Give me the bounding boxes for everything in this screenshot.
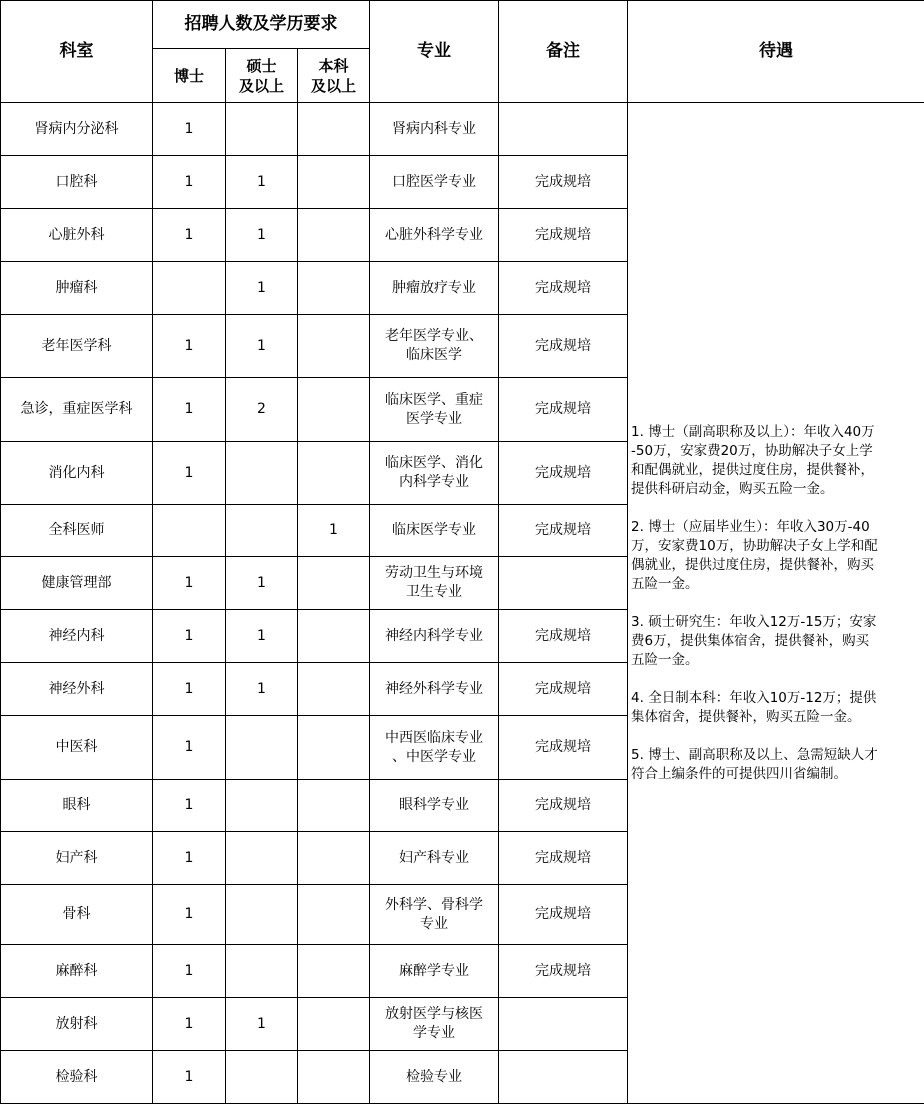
cell-major: 麻醉学专业	[370, 945, 499, 998]
cell-dept: 神经外科	[1, 663, 153, 716]
benefit-item: 5. 博士、副高职称及以上、急需短缺人才 符合上编条件的可提供四川省编制。	[631, 746, 878, 782]
cell-remark: 完成规培	[499, 442, 628, 505]
cell-phd: 1	[153, 780, 226, 832]
cell-master: 1	[226, 156, 298, 209]
cell-remark: 完成规培	[499, 156, 628, 209]
benefit-item: 4. 全日制本科：年收入10万-12万；提供 集体宿舍，提供餐补，购买五险一金。	[631, 689, 877, 725]
cell-remark: 完成规培	[499, 945, 628, 998]
header-recruit-group: 招聘人数及学历要求	[153, 1, 370, 49]
cell-bachelor	[298, 663, 370, 716]
cell-remark: 完成规培	[499, 209, 628, 262]
cell-master	[226, 716, 298, 780]
cell-remark: 完成规培	[499, 832, 628, 885]
cell-major: 临床医学、消化 内科学专业	[370, 442, 499, 505]
cell-bachelor	[298, 262, 370, 315]
benefit-item: 2. 博士（应届毕业生）：年收入30万-40 万，安家费10万，协助解决子女上学和配 偶就业，提供过度住房，提供餐补，购买 五险一金。	[631, 518, 878, 592]
cell-remark: 完成规培	[499, 885, 628, 945]
header-master: 硕士 及以上	[226, 49, 298, 103]
cell-dept: 肿瘤科	[1, 262, 153, 315]
cell-bachelor	[298, 780, 370, 832]
cell-master: 1	[226, 262, 298, 315]
cell-dept: 口腔科	[1, 156, 153, 209]
benefits-cell	[628, 103, 924, 1104]
cell-bachelor	[298, 885, 370, 945]
header-bachelor: 本科 及以上	[298, 49, 370, 103]
cell-bachelor	[298, 716, 370, 780]
cell-major: 口腔医学专业	[370, 156, 499, 209]
cell-bachelor	[298, 378, 370, 442]
cell-major: 神经外科学专业	[370, 663, 499, 716]
cell-phd: 1	[153, 442, 226, 505]
cell-dept: 检验科	[1, 1051, 153, 1104]
cell-phd: 1	[153, 945, 226, 998]
cell-dept: 健康管理部	[1, 557, 153, 610]
cell-master: 1	[226, 557, 298, 610]
cell-phd	[153, 262, 226, 315]
benefit-item: 3. 硕士研究生：年收入12万-15万；安家 费6万，提供集体宿舍，提供餐补，购买 五险一金。	[631, 613, 877, 668]
header-remark: 备注	[499, 1, 628, 103]
cell-master	[226, 442, 298, 505]
cell-major: 心脏外科学专业	[370, 209, 499, 262]
cell-remark	[499, 1051, 628, 1104]
cell-major: 肾病内科专业	[370, 103, 499, 156]
cell-remark: 完成规培	[499, 505, 628, 557]
cell-remark: 完成规培	[499, 378, 628, 442]
cell-dept: 放射科	[1, 998, 153, 1051]
cell-major: 神经内科学专业	[370, 610, 499, 663]
cell-phd: 1	[153, 885, 226, 945]
cell-dept: 肾病内分泌科	[1, 103, 153, 156]
cell-remark: 完成规培	[499, 780, 628, 832]
cell-dept: 消化内科	[1, 442, 153, 505]
cell-phd: 1	[153, 378, 226, 442]
header-phd: 博士	[153, 49, 226, 103]
cell-dept: 中医科	[1, 716, 153, 780]
cell-bachelor	[298, 156, 370, 209]
cell-dept: 心脏外科	[1, 209, 153, 262]
cell-bachelor	[298, 832, 370, 885]
benefit-item: 1. 博士（副高职称及以上）：年收入40万 -50万，安家费20万，协助解决子女上学 和配偶就业，提供过度住房，提供餐补， 提供科研启动金，购买五险一金。	[631, 423, 875, 497]
cell-remark: 完成规培	[499, 262, 628, 315]
cell-master: 1	[226, 998, 298, 1051]
table-body	[1, 103, 924, 1104]
cell-bachelor	[298, 209, 370, 262]
cell-remark: 完成规培	[499, 610, 628, 663]
cell-major: 外科学、骨科学 专业	[370, 885, 499, 945]
cell-remark: 完成规培	[499, 716, 628, 780]
cell-phd: 1	[153, 315, 226, 378]
cell-dept: 妇产科	[1, 832, 153, 885]
cell-bachelor	[298, 610, 370, 663]
cell-master	[226, 885, 298, 945]
cell-major: 老年医学专业、 临床医学	[370, 315, 499, 378]
header-major: 专业	[370, 1, 499, 103]
cell-phd: 1	[153, 557, 226, 610]
cell-bachelor	[298, 557, 370, 610]
cell-remark	[499, 103, 628, 156]
header-dept: 科室	[1, 1, 153, 103]
cell-major: 肿瘤放疗专业	[370, 262, 499, 315]
cell-major: 中西医临床专业 、中医学专业	[370, 716, 499, 780]
cell-dept: 全科医师	[1, 505, 153, 557]
cell-major: 临床医学专业	[370, 505, 499, 557]
cell-master: 2	[226, 378, 298, 442]
cell-major: 妇产科专业	[370, 832, 499, 885]
cell-dept: 麻醉科	[1, 945, 153, 998]
cell-bachelor	[298, 442, 370, 505]
cell-phd: 1	[153, 998, 226, 1051]
cell-master	[226, 1051, 298, 1104]
cell-phd: 1	[153, 103, 226, 156]
cell-dept: 老年医学科	[1, 315, 153, 378]
cell-phd: 1	[153, 610, 226, 663]
cell-bachelor	[298, 998, 370, 1051]
cell-bachelor	[298, 315, 370, 378]
cell-master	[226, 832, 298, 885]
cell-major: 放射医学与核医 学专业	[370, 998, 499, 1051]
cell-dept: 急诊，重症医学科	[1, 378, 153, 442]
cell-dept: 骨科	[1, 885, 153, 945]
cell-major: 眼科学专业	[370, 780, 499, 832]
cell-master: 1	[226, 315, 298, 378]
cell-remark	[499, 557, 628, 610]
cell-master: 1	[226, 209, 298, 262]
cell-dept: 眼科	[1, 780, 153, 832]
cell-phd: 1	[153, 209, 226, 262]
cell-master	[226, 505, 298, 557]
cell-remark: 完成规培	[499, 315, 628, 378]
header-benefits: 待遇	[628, 1, 924, 103]
cell-phd: 1	[153, 663, 226, 716]
cell-master: 1	[226, 663, 298, 716]
cell-master: 1	[226, 610, 298, 663]
cell-dept: 神经内科	[1, 610, 153, 663]
cell-phd: 1	[153, 832, 226, 885]
table-row	[1, 103, 924, 156]
cell-major: 临床医学、重症 医学专业	[370, 378, 499, 442]
cell-phd: 1	[153, 1051, 226, 1104]
cell-remark: 完成规培	[499, 663, 628, 716]
cell-phd: 1	[153, 716, 226, 780]
cell-master	[226, 103, 298, 156]
cell-master	[226, 945, 298, 998]
cell-phd	[153, 505, 226, 557]
cell-bachelor	[298, 1051, 370, 1104]
cell-major: 劳动卫生与环境 卫生专业	[370, 557, 499, 610]
cell-master	[226, 780, 298, 832]
cell-remark	[499, 998, 628, 1051]
cell-bachelor	[298, 945, 370, 998]
cell-major: 检验专业	[370, 1051, 499, 1104]
cell-bachelor	[298, 103, 370, 156]
cell-phd: 1	[153, 156, 226, 209]
cell-bachelor: 1	[298, 505, 370, 557]
